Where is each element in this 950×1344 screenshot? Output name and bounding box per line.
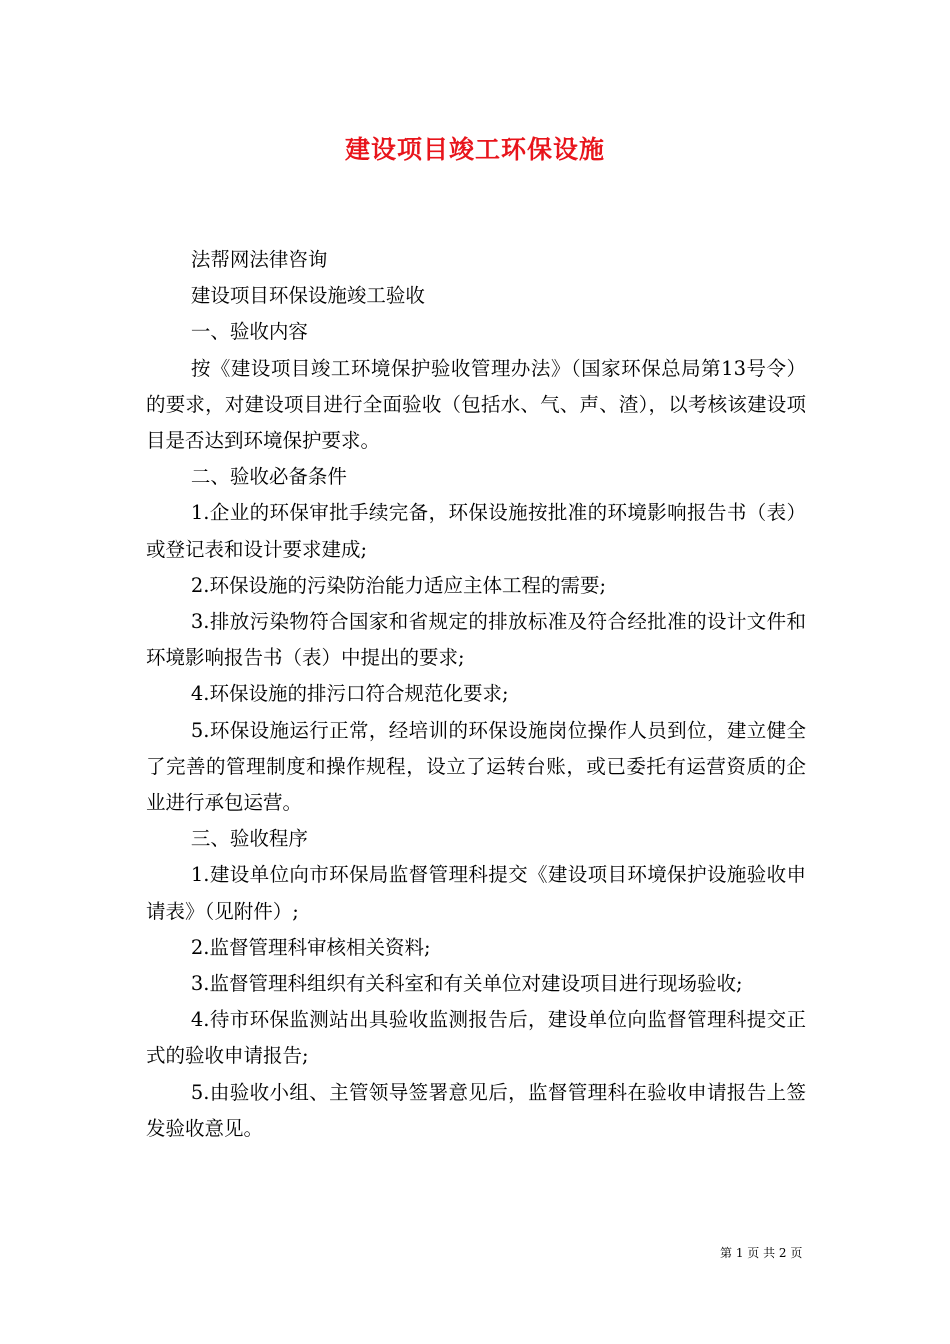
procedure-item-2: 2.监督管理科审核相关资料; <box>190 935 431 959</box>
procedure-item-4: 4.待市环保监测站出具验收监测报告后，建设单位向监督管理科提交正式的验收申请报告; <box>146 1008 806 1068</box>
condition-item-1: 1.企业的环保审批手续完备，环保设施按批准的环境影响报告书（表）或登记表和设计要求建成; <box>146 501 806 561</box>
page-number: 第 1 页 共 2 页 <box>720 1246 803 1260</box>
section-heading-3: 三、验收程序 <box>190 827 308 851</box>
document-body <box>146 242 806 1147</box>
document-title: 建设项目竣工环保设施 <box>344 135 605 164</box>
paragraph-subtitle: 建设项目环保设施竣工验收 <box>190 284 425 308</box>
section-heading-2: 二、验收必备条件 <box>190 465 347 489</box>
procedure-item-5: 5.由验收小组、主管领导签署意见后，监督管理科在验收申请报告上签发验收意见。 <box>146 1080 806 1140</box>
condition-item-4: 4.环保设施的排污口符合规范化要求; <box>190 682 509 706</box>
paragraph-content: 按《建设项目竣工环境保护验收管理办法》（国家环保总局第13号令）的要求，对建设项目进行全面验收（包括水、气、声、渣），以考核该建设项目是否达到环境保护要求。 <box>146 356 806 453</box>
condition-item-5: 5.环保设施运行正常，经培训的环保设施岗位操作人员到位，建立健全了完善的管理制度和操作规程，设立了运转台账，或已委托有运营资质的企业进行承包运营。 <box>146 718 806 815</box>
condition-item-2: 2.环保设施的污染防治能力适应主体工程的需要; <box>190 573 607 597</box>
paragraph-source: 法帮网法律咨询 <box>190 248 328 271</box>
section-heading-1: 一、验收内容 <box>190 320 308 344</box>
procedure-item-3: 3.监督管理科组织有关科室和有关单位对建设项目进行现场验收; <box>190 972 743 996</box>
procedure-item-1: 1.建设单位向市环保局监督管理科提交《建设项目环境保护设施验收申请表》（见附件）; <box>146 863 806 923</box>
condition-item-3: 3.排放污染物符合国家和省规定的排放标准及符合经批准的设计文件和环境影响报告书（表）中提出的要求; <box>146 610 806 670</box>
